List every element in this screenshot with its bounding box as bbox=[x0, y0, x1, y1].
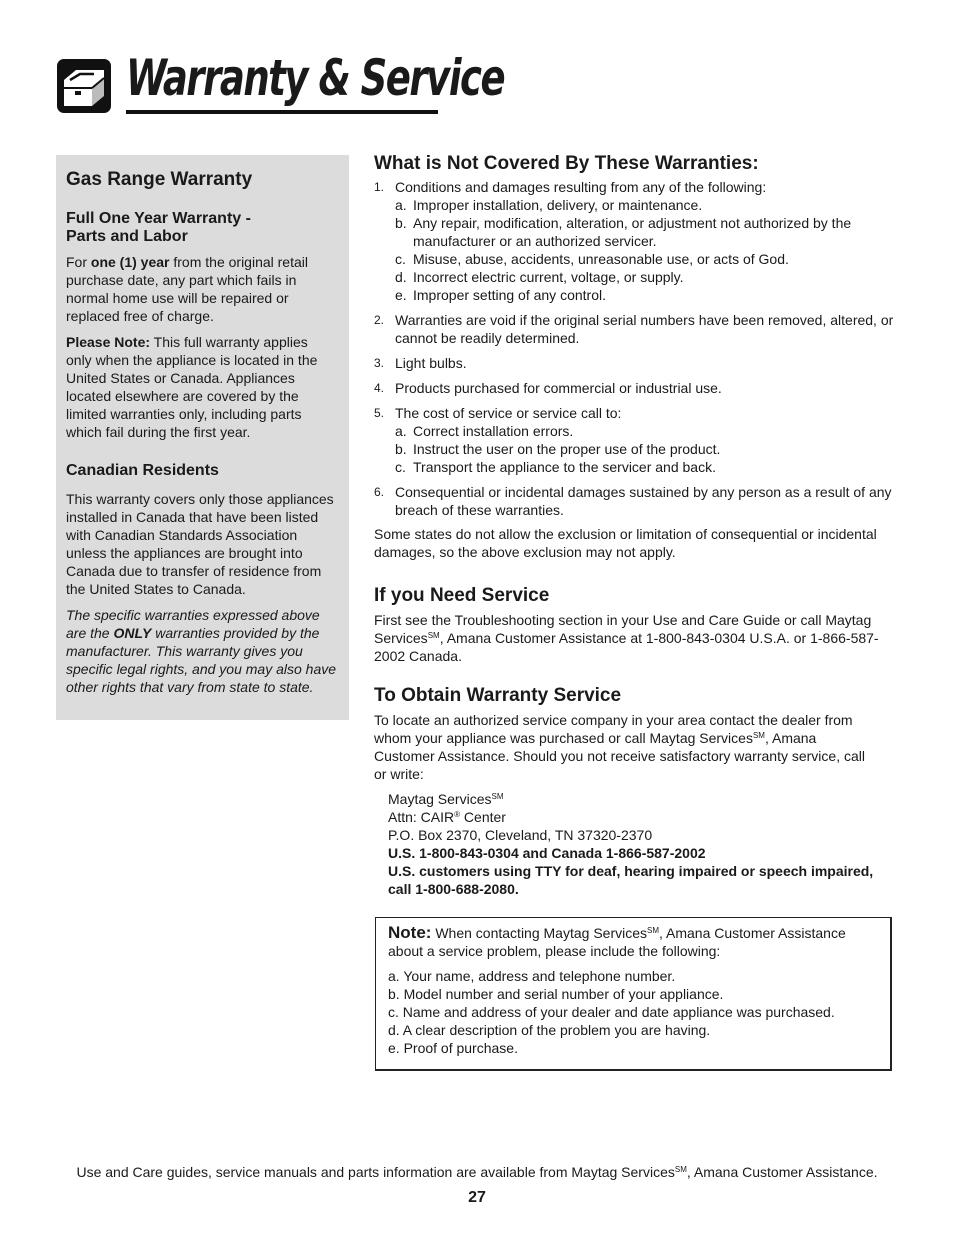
sub-item-text: Instruct the user on the proper use of the product. bbox=[413, 441, 721, 457]
item-number: 4. bbox=[374, 381, 385, 395]
footer-text bbox=[0, 1163, 954, 1181]
sub-item-letter: b. bbox=[395, 441, 407, 457]
note-box bbox=[375, 917, 892, 1071]
canadian-text: This warranty covers only those appliances installed in Canada that have been listed with Canadian Standards Association unless the appliances are brought into Canada due to transfer of residence from the United States to Canada. bbox=[66, 491, 334, 597]
item-text: Light bulbs. bbox=[395, 355, 467, 371]
service-mark: SM bbox=[491, 792, 504, 801]
full-warranty-text-pre: For bbox=[66, 254, 91, 270]
note-item: e. Proof of purchase. bbox=[388, 1040, 518, 1056]
disclaimer-only: ONLY bbox=[113, 625, 152, 641]
please-note-text bbox=[66, 333, 337, 441]
sub-list bbox=[395, 422, 896, 476]
item-text: The cost of service or service call to: bbox=[395, 405, 622, 421]
sub-item-text: Any repair, modification, alteration, or adjustment not authorized by the manufacturer or an authorized servicer. bbox=[413, 215, 852, 249]
sub-item-letter: c. bbox=[395, 251, 406, 267]
sub-item-letter: b. bbox=[395, 215, 407, 231]
note-text-post: , Amana Customer Assistance about a service problem, please include the following: bbox=[388, 925, 846, 959]
sub-item-text: Improper setting of any control. bbox=[413, 287, 606, 303]
obtain-heading: To Obtain Warranty Service bbox=[374, 685, 622, 706]
not-covered-item bbox=[374, 354, 896, 372]
item-text: Products purchased for commercial or industrial use. bbox=[395, 380, 722, 396]
item-number: 6. bbox=[374, 485, 385, 499]
full-warranty-heading-line1: Full One Year Warranty - bbox=[66, 210, 251, 227]
address-center: Center bbox=[460, 809, 506, 825]
address-line-2 bbox=[388, 808, 896, 826]
service-mark: SM bbox=[647, 926, 659, 935]
sub-item-text: Incorrect electric current, voltage, or supply. bbox=[413, 269, 684, 285]
sub-item-text: Misuse, abuse, accidents, unreasonable use, or acts of God. bbox=[413, 251, 789, 267]
note-item: b. Model number and serial number of your appliance. bbox=[388, 986, 724, 1002]
phone-numbers: U.S. 1-800-843-0304 and Canada 1-866-587-2002 bbox=[388, 845, 706, 861]
sub-item bbox=[395, 458, 896, 476]
sub-item-text: Improper installation, delivery, or maintenance. bbox=[413, 197, 703, 213]
if-service-text-pre: First see the Troubleshooting section in your Use and Care Guide or call Maytag Services bbox=[374, 612, 872, 646]
toolbox-icon bbox=[56, 58, 112, 114]
sub-item-letter: a. bbox=[395, 197, 407, 213]
main-column bbox=[374, 152, 896, 898]
sidebar-heading: Gas Range Warranty bbox=[66, 169, 253, 190]
not-covered-list bbox=[374, 178, 896, 519]
page-number: 27 bbox=[468, 1189, 486, 1206]
item-number: 2. bbox=[374, 313, 385, 327]
item-text: Consequential or incidental damages sustained by any person as a result of any breach of these warranties. bbox=[395, 484, 892, 518]
note-list bbox=[388, 967, 878, 1057]
service-mark: SM bbox=[427, 631, 440, 640]
note-intro bbox=[388, 924, 878, 960]
please-note-body: This full warranty applies only when the appliance is located in the United States or Canada. Appliances located elsewhere are covered by the limited warranties only, including parts which fail during the first year. bbox=[66, 334, 318, 440]
item-text: Warranties are void if the original serial numbers have been removed, altered, or cannot be readily determined. bbox=[395, 312, 894, 346]
sub-item bbox=[395, 250, 896, 268]
footer-text-post: , Amana Customer Assistance. bbox=[686, 1164, 878, 1180]
sub-item bbox=[395, 422, 896, 440]
sub-list bbox=[395, 196, 896, 304]
full-warranty-text-post: from the original retail purchase date, any part which fails in normal home use will be repaired or replaced free of charge. bbox=[66, 254, 308, 324]
address-attn: Attn: CAIR bbox=[388, 809, 455, 825]
item-text: Conditions and damages resulting from any of the following: bbox=[395, 179, 767, 195]
please-note-label: Please Note: bbox=[66, 334, 151, 350]
if-service-heading: If you Need Service bbox=[374, 585, 550, 606]
item-number: 5. bbox=[374, 406, 385, 420]
tty-info: U.S. customers using TTY for deaf, hearing impaired or speech impaired, call 1-800-688-2080. bbox=[388, 863, 874, 897]
note-label: Note: bbox=[388, 923, 432, 942]
note-item: a. Your name, address and telephone number. bbox=[388, 968, 676, 984]
not-covered-heading: What is Not Covered By These Warranties: bbox=[374, 153, 759, 174]
service-mark: SM bbox=[674, 1165, 687, 1174]
if-service-text bbox=[374, 611, 896, 665]
service-address bbox=[388, 790, 896, 898]
not-covered-item bbox=[374, 178, 896, 304]
if-service-text-post: , Amana Customer Assistance at 1-800-843-0304 U.S.A. or 1-866-587-2002 Canada. bbox=[374, 630, 879, 664]
not-covered-item bbox=[374, 404, 896, 476]
sub-item-letter: c. bbox=[395, 459, 406, 475]
address-company: Maytag Services bbox=[388, 791, 492, 807]
full-warranty-heading-line2: Parts and Labor bbox=[66, 228, 188, 245]
sub-item-letter: a. bbox=[395, 423, 407, 439]
disclaimer-post: warranties provided by the manufacturer. This warranty gives you specific legal rights, and you may also have other rights that vary from state to state. bbox=[66, 625, 337, 695]
item-number: 1. bbox=[374, 180, 385, 194]
sub-item bbox=[395, 196, 896, 214]
note-text-pre: When contacting Maytag Services bbox=[431, 925, 647, 941]
service-mark: SM bbox=[752, 731, 765, 740]
full-warranty-text bbox=[66, 253, 337, 325]
full-warranty-heading bbox=[66, 210, 337, 246]
registered-mark: ® bbox=[454, 810, 461, 819]
sub-item-text: Correct installation errors. bbox=[413, 423, 574, 439]
note-item: c. Name and address of your dealer and date appliance was purchased. bbox=[388, 1004, 835, 1020]
full-warranty-duration: one (1) year bbox=[90, 254, 170, 270]
obtain-text-post: , Amana Customer Assistance. Should you not receive satisfactory warranty service, call or write: bbox=[374, 730, 865, 782]
address-line-1 bbox=[388, 790, 896, 808]
disclaimer-pre: The specific warranties expressed above are the bbox=[66, 607, 320, 641]
page-title: Warranty & Service bbox=[126, 49, 505, 107]
disclaimer-text bbox=[66, 606, 337, 696]
sub-item-letter: d. bbox=[395, 269, 407, 285]
not-covered-closing: Some states do not allow the exclusion or limitation of consequential or incidental damages, so the above exclusion may not apply. bbox=[374, 526, 877, 560]
warranty-sidebar bbox=[56, 155, 349, 720]
sub-item bbox=[395, 214, 896, 250]
not-covered-item bbox=[374, 483, 896, 519]
sub-item-letter: e. bbox=[395, 287, 407, 303]
sub-item bbox=[395, 268, 896, 286]
not-covered-item bbox=[374, 379, 896, 397]
not-covered-item bbox=[374, 311, 896, 347]
obtain-text bbox=[374, 711, 896, 783]
item-number: 3. bbox=[374, 356, 385, 370]
canadian-heading: Canadian Residents bbox=[66, 462, 219, 479]
sub-item bbox=[395, 440, 896, 458]
address-line-3: P.O. Box 2370, Cleveland, TN 37320-2370 bbox=[388, 827, 653, 843]
note-item: d. A clear description of the problem you are having. bbox=[388, 1022, 711, 1038]
obtain-text-pre: To locate an authorized service company in your area contact the dealer from whom your appliance was purchased or call Maytag Services bbox=[374, 712, 853, 746]
sub-item bbox=[395, 286, 896, 304]
footer-text-pre: Use and Care guides, service manuals and parts information are available from Maytag Services bbox=[76, 1164, 675, 1180]
sub-item-text: Transport the appliance to the servicer and back. bbox=[413, 459, 716, 475]
title-underline bbox=[126, 110, 438, 114]
